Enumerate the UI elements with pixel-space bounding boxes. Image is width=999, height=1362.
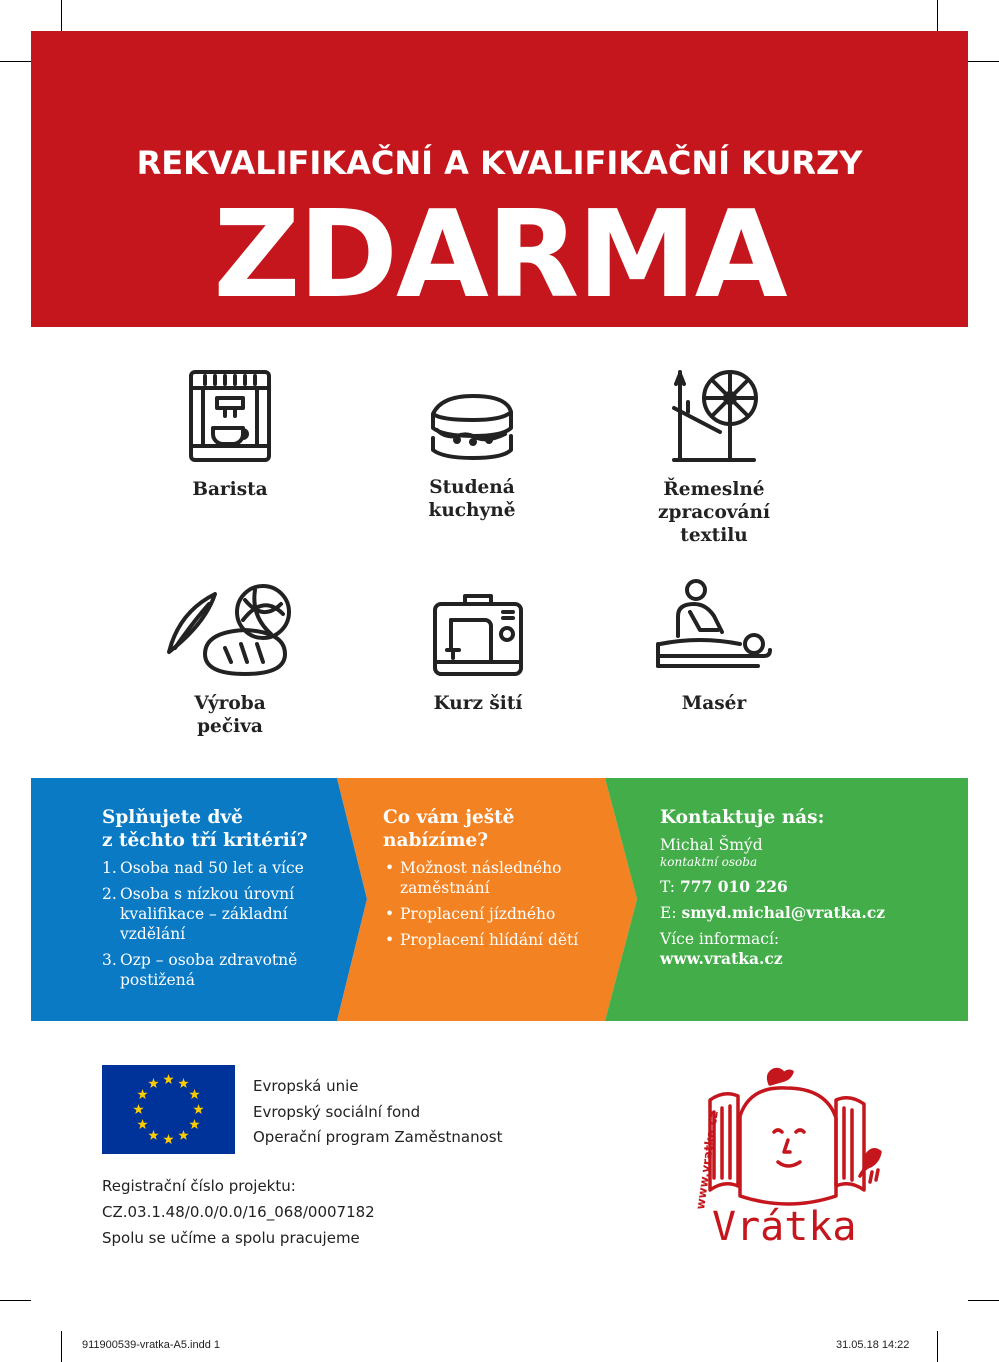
registration-motto: Spolu se učíme a spolu pracujeme [102, 1229, 360, 1247]
eu-flag [102, 1065, 235, 1154]
crop-mark [0, 1300, 31, 1301]
eu-star-icon [148, 1078, 158, 1088]
list-item: • Proplacení hlídání dětí [383, 930, 615, 950]
course-barista [120, 368, 340, 501]
course-textile [604, 368, 824, 547]
bread-icon [165, 582, 295, 678]
eu-stars-icon [102, 1065, 235, 1154]
crop-mark [937, 1331, 938, 1362]
header-subtitle: REKVALIFIKAČNÍ A KVALIFIKAČNÍ KURZY [136, 144, 863, 182]
registration-block [102, 1173, 375, 1251]
course-cold-kitchen [362, 390, 582, 522]
eu-star-icon [189, 1089, 199, 1099]
logo-url: www.vratka.cz [693, 1110, 721, 1211]
list-item: 2. Osoba s nízkou úrovní kvalifikace – základní vzdělání [102, 885, 295, 943]
course-sewing [368, 590, 588, 715]
offers-list [383, 858, 615, 950]
course-label: Studená kuchyně [428, 477, 516, 521]
crop-mark [937, 0, 938, 31]
contact-web-link[interactable]: www.vratka.cz [660, 949, 783, 968]
sandwich-icon [427, 390, 517, 462]
list-item: 1. Osoba nad 50 let a více [102, 859, 304, 877]
contact-email[interactable]: smyd.michal@vratka.cz [681, 903, 886, 922]
crop-mark [0, 61, 31, 62]
course-masseur [604, 578, 824, 715]
course-label: Kurz šití [433, 693, 523, 714]
registration-label: Registrační číslo projektu: [102, 1177, 296, 1195]
criteria-heading: Splňujete dvě z těchto tří kritérií? [102, 807, 308, 851]
eu-star-icon [137, 1119, 147, 1129]
criteria-panel [102, 806, 342, 996]
eu-star-icon [193, 1104, 203, 1114]
course-bakery [120, 582, 340, 738]
slug-date: 31.05.18 14:22 [836, 1339, 910, 1351]
registration-number: CZ.03.1.48/0.0/0.0/16_068/0007182 [102, 1203, 375, 1221]
eu-star-icon [137, 1089, 147, 1099]
spinning-wheel-icon [664, 368, 764, 464]
list-item: • Možnost následného zaměstnání [383, 858, 615, 898]
sewing-machine-icon [431, 590, 525, 678]
contact-panel [660, 806, 960, 969]
list-item: • Proplacení jízdného [383, 904, 615, 924]
espresso-machine-icon [185, 368, 275, 464]
info-band [31, 778, 968, 1021]
course-label: Řemeslné zpracování textilu [658, 479, 770, 546]
crop-mark [968, 61, 999, 62]
contact-more-label: Více informací: [660, 930, 780, 948]
course-label: Barista [192, 479, 268, 500]
header-title: ZDARMA [213, 186, 786, 325]
logo-wordmark: Vrátka [712, 1204, 857, 1250]
header-banner [31, 31, 968, 327]
vratka-logo [690, 1060, 900, 1250]
slug-file: 911900539-vratka-A5.indd 1 [82, 1339, 221, 1351]
eu-star-icon [178, 1130, 188, 1140]
contact-role: kontaktní osoba [660, 855, 758, 869]
list-item: 3. Ozp – osoba zdravotně postižená [102, 951, 298, 989]
eu-star-icon [163, 1074, 173, 1084]
crop-mark [61, 0, 62, 31]
offers-heading: Co vám ještě nabízíme? [383, 807, 515, 851]
eu-star-icon [148, 1130, 158, 1140]
eu-star-icon [189, 1119, 199, 1129]
contact-phone-row: T: 777 010 226 [660, 877, 788, 896]
course-label: Masér [681, 693, 747, 714]
contact-name: Michal Šmýd [660, 836, 763, 854]
contact-phone[interactable]: 777 010 226 [679, 877, 788, 896]
eu-star-icon [133, 1104, 143, 1114]
eu-star-icon [163, 1134, 173, 1144]
crop-mark [61, 1331, 62, 1362]
crop-mark [968, 1300, 999, 1301]
contact-email-row: E: smyd.michal@vratka.cz [660, 903, 886, 922]
criteria-list [102, 858, 342, 990]
course-label: Výroba pečiva [194, 693, 266, 737]
massage-icon [654, 578, 774, 678]
contact-heading: Kontaktuje nás: [660, 807, 825, 828]
offers-panel [383, 806, 615, 956]
eu-text: Evropská unie Evropský sociální fond Operační program Zaměstnanost [253, 1077, 503, 1146]
eu-star-icon [178, 1078, 188, 1088]
